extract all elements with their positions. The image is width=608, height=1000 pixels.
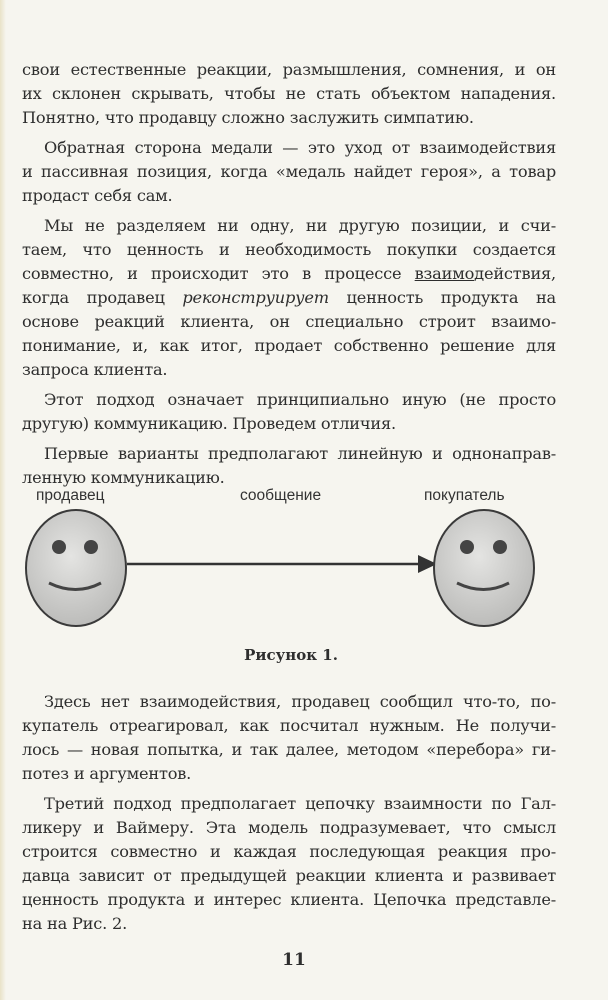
text-line [22,58,556,82]
text-line [22,214,556,238]
figure-caption: Рисунок 1. [244,646,338,664]
text-segment: Здесь нет взаимодействия, продавец сообщил что-то, по- [44,692,556,711]
text-line [22,262,556,286]
text-line [22,762,556,786]
text-line [22,412,556,436]
paragraph [22,792,556,936]
text-segment: понимание, и, как итог, продает собственно решение для [22,336,556,355]
buyer-label: покупатель [424,487,505,504]
text-segment: ценность продукта и интерес клиента. Цепочка представле- [22,890,556,909]
text-segment: Первые варианты предполагают линейную и однонаправ- [44,444,556,463]
text-line [22,334,556,358]
text-line [22,160,556,184]
text-segment: лось — новая попытка, и так далее, методом «перебора» ги- [22,740,556,759]
text-line [22,840,556,864]
text-segment: свои естественные реакции, размышления, сомнения, и он [22,60,556,79]
text-segment: таем, что ценность и необходимость покупки создается [22,240,556,259]
text-segment: запроса клиента. [22,360,168,379]
seller-face-icon [26,510,126,626]
paragraph [22,690,556,786]
text-segment: потез и аргументов. [22,764,192,783]
buyer-face-icon [434,510,534,626]
text-segment: действия, [474,264,556,283]
text-line [22,864,556,888]
text-segment: Понятно, что продавцу сложно заслужить симпатию. [22,108,474,127]
italic-text: реконструирует [182,288,329,307]
text-line [22,738,556,762]
text-segment: Мы не разделяем ни одну, ни другую позиции, и счи- [44,216,556,235]
text-line [22,358,556,382]
text-segment: ленную коммуникацию. [22,468,225,487]
underlined-text: взаимо [414,264,475,283]
text-segment: когда продавец [22,288,183,307]
page-number: 11 [282,950,306,970]
text-line [22,238,556,262]
text-block-bottom [22,690,556,942]
text-line [22,388,556,412]
seller-label: продавец [36,487,105,504]
text-segment: Этот подход означает принципиально иную (не просто [44,390,556,409]
text-block-top [22,58,556,496]
text-segment: основе реакций клиента, он специально строит взаимо- [22,312,556,331]
text-segment: их склонен скрывать, чтобы не стать объектом нападения. [22,84,556,103]
text-line [22,310,556,334]
text-segment: продаст себя сам. [22,186,173,205]
text-line [22,82,556,106]
text-line [22,442,556,466]
text-segment: совместно, и происходит это в процессе [22,264,415,283]
text-segment: строится совместно и каждая последующая реакция про- [22,842,556,861]
text-segment: ликеру и Ваймеру. Эта модель подразумевает, что смысл [22,818,556,837]
text-line [22,816,556,840]
text-segment: купатель отреагировал, как посчитал нужным. Не получи- [22,716,556,735]
text-segment: и пассивная позиция, когда «медаль найдет героя», а товар [22,162,556,181]
text-segment: ценность продукта на [328,288,557,307]
message-label: сообщение [240,487,322,504]
text-segment: на на Рис. 2. [22,914,128,933]
text-line [22,792,556,816]
text-line [22,912,556,936]
text-segment: Третий подход предполагает цепочку взаимности по Гал- [44,794,556,813]
text-line [22,888,556,912]
paragraph [22,58,556,130]
message-arrow [127,555,437,573]
paragraph [22,388,556,436]
text-segment: давца зависит от предыдущей реакции клиента и развивает [22,866,556,885]
text-line [22,184,556,208]
text-line [22,286,556,310]
text-segment: Обратная сторона медали — это уход от взаимодействия [44,138,556,157]
text-line [22,714,556,738]
text-line [22,136,556,160]
text-line [22,106,556,130]
paragraph [22,136,556,208]
text-line [22,690,556,714]
paragraph [22,214,556,382]
text-segment: другую) коммуникацию. Проведем отличия. [22,414,396,433]
